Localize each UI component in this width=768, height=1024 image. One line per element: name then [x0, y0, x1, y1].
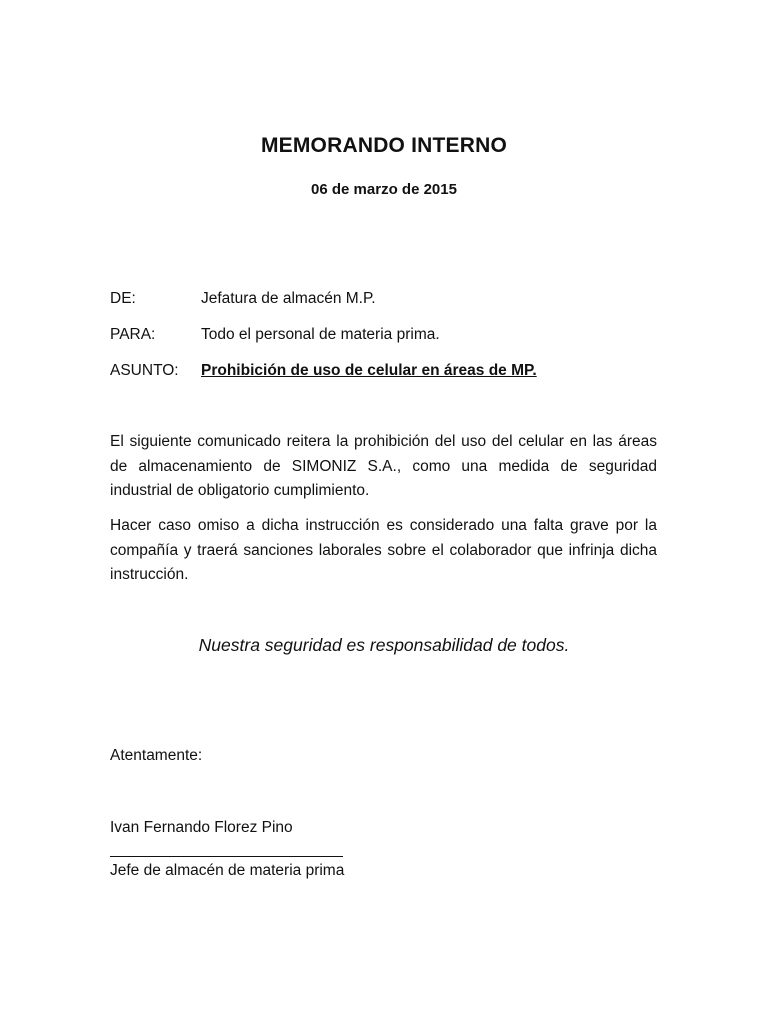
- signer-name: Ivan Fernando Florez Pino: [110, 819, 293, 836]
- subject-value: Prohibición de uso de celular en áreas de MP.: [201, 362, 537, 379]
- subject-label: ASUNTO:: [110, 362, 179, 379]
- signature-line: [110, 856, 343, 857]
- to-label: PARA:: [110, 326, 156, 343]
- signer-role: Jefe de almacén de materia prima: [110, 862, 345, 879]
- safety-motto: Nuestra seguridad es responsabilidad de todos.: [198, 635, 570, 655]
- to-value: Todo el personal de materia prima.: [201, 326, 440, 343]
- from-value: Jefatura de almacén M.P.: [201, 290, 376, 307]
- body-paragraph-1: El siguiente comunicado reitera la prohibición del uso del celular en las áreas de almacenamiento de SIMONIZ S.A., como una medida de seguridad industrial de obligatorio cumplimiento.: [110, 433, 657, 499]
- memo-date: 06 de marzo de 2015: [311, 181, 457, 198]
- from-label: DE:: [110, 290, 136, 307]
- body-paragraph-2: Hacer caso omiso a dicha instrucción es considerado una falta grave por la compañía y traerá sanciones laborales sobre el colaborador que infrinja dicha instrucción.: [110, 517, 657, 583]
- closing-salutation: Atentamente:: [110, 747, 203, 764]
- memo-title: MEMORANDO INTERNO: [260, 134, 508, 157]
